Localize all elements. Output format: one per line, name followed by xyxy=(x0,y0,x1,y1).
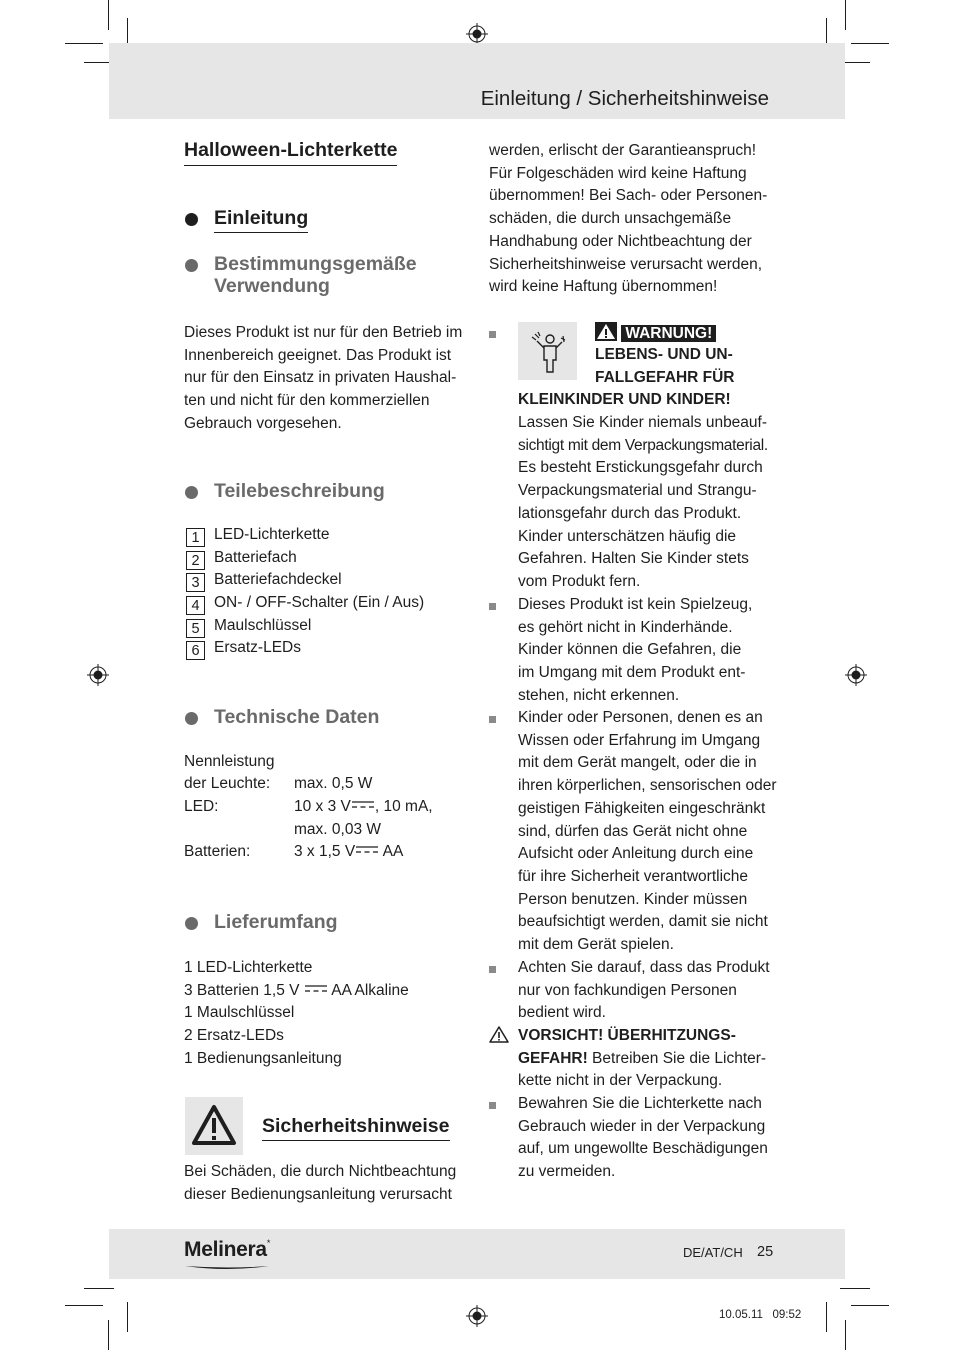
footer-page-number: 25 xyxy=(757,1244,774,1260)
registration-mark-icon xyxy=(466,1305,488,1327)
heading-tech: Technische Daten xyxy=(214,706,380,728)
text-line: kette nicht in der Verpackung. xyxy=(518,1072,723,1090)
text-line: im Umgang mit dem Produkt ent- xyxy=(518,664,746,682)
text-line: Handhabung oder Nichtbeachtung der xyxy=(489,232,752,250)
heading-einleitung: Einleitung xyxy=(214,207,308,233)
tech-battery-value xyxy=(294,843,403,861)
scope-list xyxy=(184,957,409,1071)
crop-mark xyxy=(845,0,846,30)
brand-name: Melinera xyxy=(184,1238,267,1261)
warning-label-row xyxy=(595,322,716,345)
text-line xyxy=(518,1048,766,1071)
tech-led-value xyxy=(294,798,433,816)
crop-mark xyxy=(851,43,889,44)
list-bullet xyxy=(489,716,496,723)
section-bullet-icon xyxy=(185,259,198,272)
tech-power-label-2: der Leuchte: xyxy=(184,775,271,792)
warning-title-2: FALLGEFAHR FÜR xyxy=(595,369,735,386)
text-line: VORSICHT! ÜBERHITZUNGS- xyxy=(518,1027,736,1044)
bullet-paragraph-supervision xyxy=(518,707,776,957)
text-line: Lassen Sie Kinder niemals unbeauf- xyxy=(518,414,768,431)
text-line: beaufsichtigt werden, damit sie nicht xyxy=(518,913,768,931)
crop-mark xyxy=(84,1288,114,1289)
crop-mark xyxy=(845,1320,846,1350)
text-line: zu vermeiden. xyxy=(518,1163,616,1181)
section-bullet-icon xyxy=(185,712,198,725)
text-line: Person benutzen. Kinder müssen xyxy=(518,890,748,908)
bullet-paragraph-storage xyxy=(518,1093,768,1184)
part-label: LED-Lichterkette xyxy=(214,526,330,543)
direct-current-icon xyxy=(356,845,378,854)
text-line: Innenbereich geeignet. Das Produkt ist xyxy=(184,346,452,364)
text-line: nur von fachkundigen Personen xyxy=(518,981,737,999)
tech-led-value-b: , 10 mA, xyxy=(374,798,433,815)
safety-icon-box xyxy=(185,1097,243,1155)
heading-parts: Teilebeschreibung xyxy=(214,480,385,502)
scope-item xyxy=(184,980,409,1003)
caution-bold-2: GEFAHR! xyxy=(518,1049,588,1067)
text-line: dieser Bedienungsanleitung verursacht xyxy=(184,1185,452,1203)
warning-title-3: KLEINKINDER UND KINDER! xyxy=(518,391,731,408)
tech-power-label-1: Nennleistung xyxy=(184,753,275,770)
caution-triangle-icon xyxy=(488,1025,510,1044)
list-bullet xyxy=(489,966,496,973)
bullet-paragraph-experts xyxy=(518,957,770,1025)
text-line: werden, erlischt der Garantieanspruch! xyxy=(489,142,757,159)
heading-scope: Lieferumfang xyxy=(214,911,338,933)
text-line: Kinder können die Gefahren, die xyxy=(518,641,742,659)
tech-power-value: max. 0,5 W xyxy=(294,775,373,792)
part-number: 4 xyxy=(186,596,205,615)
text-line: vom Produkt fern. xyxy=(518,572,641,590)
part-label: Batteriefachdeckel xyxy=(214,571,342,588)
text-line: mit dem Gerät mangelt, oder die in xyxy=(518,754,757,772)
section-bullet-icon xyxy=(185,917,198,930)
print-stamp: 10.05.11 09:52 xyxy=(719,1309,802,1321)
part-number: 6 xyxy=(186,641,205,660)
list-bullet xyxy=(489,331,496,338)
registration-mark-icon xyxy=(87,664,109,686)
text-line: stehen, nicht erkennen. xyxy=(518,686,680,704)
crop-mark xyxy=(127,1302,128,1332)
text-line: Achten Sie darauf, dass das Produkt xyxy=(518,959,770,976)
part-label: Batteriefach xyxy=(214,549,297,566)
list-bullet xyxy=(489,603,496,610)
part-number: 2 xyxy=(186,551,205,570)
heading-safety: Sicherheitshinweise xyxy=(262,1115,450,1141)
warning-triangle-icon xyxy=(185,1097,243,1155)
text-line: nur für den Einsatz in privaten Haushal- xyxy=(184,369,457,387)
text-line: Gefahren. Halten Sie Kinder stets xyxy=(518,550,749,568)
text-line: Es besteht Erstickungsgefahr durch xyxy=(518,459,763,477)
direct-current-icon xyxy=(352,800,374,809)
scope-item: 2 Ersatz-LEDs xyxy=(184,1027,284,1045)
text-line: schäden, die durch unsachgemäße xyxy=(489,210,732,228)
crop-mark xyxy=(826,1302,827,1332)
text-line: sind, dürfen das Gerät nicht ohne xyxy=(518,822,748,840)
page-header-title: Einleitung / Sicherheitshinweise xyxy=(480,87,769,110)
text-line: Dieses Produkt ist kein Spielzeug, xyxy=(518,596,753,613)
tech-led-label: LED: xyxy=(184,798,219,815)
brand-logo xyxy=(184,1238,270,1262)
brand-mark: * xyxy=(266,1238,271,1248)
tech-led-value-a: 10 x 3 V xyxy=(294,798,351,815)
brand-swoosh xyxy=(184,1263,270,1271)
text-line: übernommen! Bei Sach- oder Personen- xyxy=(489,187,768,205)
text-line: wird keine Haftung übernommen! xyxy=(489,278,718,296)
part-number: 3 xyxy=(186,573,205,592)
scope-item-2a: 3 Batterien 1,5 V xyxy=(184,981,300,999)
text-line: Kinder unterschätzen häufig die xyxy=(518,527,737,545)
text-line: mit dem Gerät spielen. xyxy=(518,936,674,954)
direct-current-icon xyxy=(305,984,327,993)
text-line: Sicherheitshinweise verursacht werden, xyxy=(489,255,763,273)
part-number: 1 xyxy=(186,528,205,547)
registration-mark-icon xyxy=(466,23,488,45)
section-bullet-icon xyxy=(185,486,198,499)
heading-usage-line1: Bestimmungsgemäße xyxy=(214,253,417,275)
child-hazard-pictogram xyxy=(518,322,577,380)
part-label: ON- / OFF-Schalter (Ein / Aus) xyxy=(214,594,425,611)
tech-battery-label: Batterien: xyxy=(184,843,251,860)
scope-item: 1 Maulschlüssel xyxy=(184,1004,295,1022)
crop-mark xyxy=(108,0,109,30)
text-line: ten und nicht für den kommerziellen xyxy=(184,392,430,410)
part-label: Ersatz-LEDs xyxy=(214,639,301,656)
product-title: Halloween-Lichterkette xyxy=(184,139,397,166)
scope-item: 1 Bedienungsanleitung xyxy=(184,1049,342,1067)
crop-mark xyxy=(851,1305,889,1306)
warning-triangle-icon xyxy=(595,322,617,341)
text-line: geistigen Fähigkeiten eingeschränkt xyxy=(518,799,766,817)
text-line: auf, um ungewollte Beschädigungen xyxy=(518,1140,768,1158)
text-line: Bewahren Sie die Lichterkette nach xyxy=(518,1095,762,1112)
text-line: ihren körperlichen, sensorischen oder xyxy=(518,777,777,795)
text-line: Gebrauch wieder in der Verpackung xyxy=(518,1117,766,1135)
registration-mark-icon xyxy=(845,664,867,686)
warning-paragraph xyxy=(518,412,768,594)
text-line: bedient wird. xyxy=(518,1004,606,1022)
text-line: Wissen oder Erfahrung im Umgang xyxy=(518,731,761,749)
crop-mark xyxy=(108,1320,109,1350)
safety-paragraph xyxy=(184,1161,456,1206)
bullet-paragraph-toy xyxy=(518,594,752,708)
text-line: Kinder oder Personen, denen es an xyxy=(518,709,763,726)
crop-mark xyxy=(65,1305,103,1306)
text-line: Verpackungsmaterial und Strangu- xyxy=(518,482,757,500)
usage-paragraph xyxy=(184,322,462,436)
warning-label: WARNUNG! xyxy=(621,325,716,342)
warning-title-1: LEBENS- UND UN- xyxy=(595,346,733,363)
footer-region: DE/AT/CH xyxy=(683,1245,743,1260)
scope-item-2b: AA Alkaline xyxy=(331,981,409,999)
text-line: Dieses Produkt ist nur für den Betrieb im xyxy=(184,324,463,341)
section-bullet-icon xyxy=(185,213,198,226)
text-line: Für Folgeschäden wird keine Haftung xyxy=(489,164,747,182)
text-line: für ihre Sicherheit verantwortliche xyxy=(518,867,749,885)
tech-battery-value-b: AA xyxy=(382,843,404,860)
tech-led-value-c: max. 0,03 W xyxy=(294,821,381,838)
text-line: sichtigt mit dem Verpackungsmaterial. xyxy=(518,436,768,454)
list-bullet xyxy=(489,1102,496,1109)
caution-rest-1: Betreiben Sie die Lichter- xyxy=(587,1049,767,1067)
text-line: Gebrauch vorgesehen. xyxy=(184,414,342,432)
heading-usage-line2: Verwendung xyxy=(214,275,330,297)
scope-item: 1 LED-Lichterkette xyxy=(184,959,313,976)
part-label: Maulschlüssel xyxy=(214,617,312,634)
caution-paragraph xyxy=(518,1025,766,1093)
tech-battery-value-a: 3 x 1,5 V xyxy=(294,843,356,860)
crop-mark xyxy=(65,43,103,44)
part-number: 5 xyxy=(186,619,205,638)
text-line: lationsgefahr durch das Produkt. xyxy=(518,504,742,522)
text-line: Bei Schäden, die durch Nichtbeachtung xyxy=(184,1163,457,1180)
child-hazard-icon xyxy=(518,322,577,380)
crop-mark xyxy=(840,1288,870,1289)
continued-paragraph xyxy=(489,140,767,299)
text-line: es gehört nicht in Kinderhände. xyxy=(518,618,733,636)
text-line: Aufsicht oder Anleitung durch eine xyxy=(518,845,754,863)
